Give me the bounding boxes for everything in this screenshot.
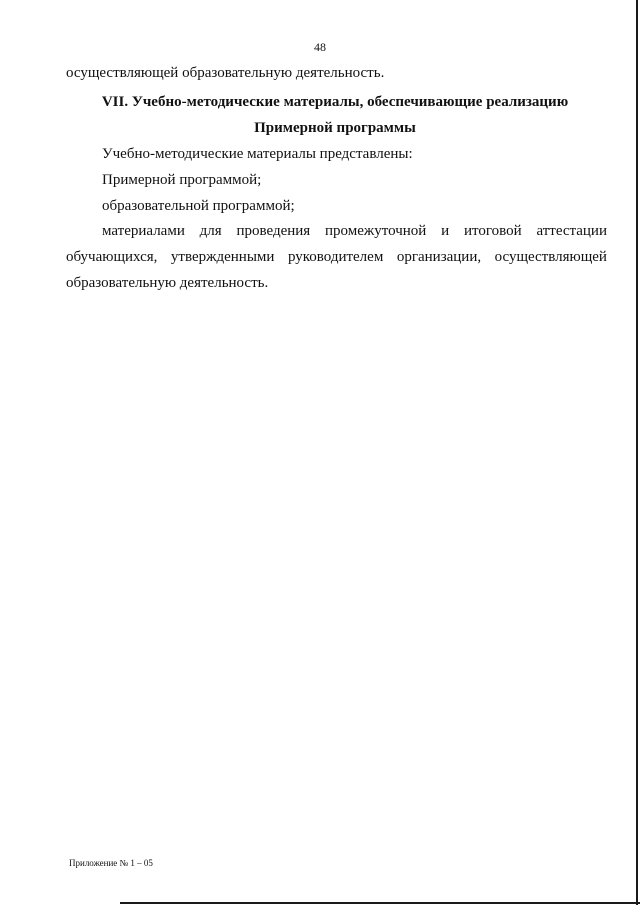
word: промежуточной (325, 223, 427, 239)
word: материалами (102, 223, 185, 239)
word: осуществляющей (494, 249, 607, 265)
page-number: 48 (314, 40, 326, 54)
word: руководителем (287, 249, 384, 265)
word: итоговой (463, 223, 522, 239)
word: проведения (236, 223, 311, 239)
list-item-materials-line-1 (102, 222, 607, 240)
word: организации, (396, 249, 482, 265)
word: обучающихся, (66, 249, 158, 265)
word: и (441, 223, 450, 239)
section-heading-line-1: VII. Учебно-методические материалы, обеспечивающие реализацию (101, 94, 569, 110)
footer-label: Приложение № 1 – 05 (69, 858, 153, 868)
word: для (199, 223, 222, 239)
page-edge-bottom (120, 902, 640, 904)
list-item-educational-program: образовательной программой; (102, 198, 295, 214)
word: утвержденными (170, 249, 275, 265)
list-item-materials-line-2 (66, 248, 607, 266)
continuation-line: осуществляющей образовательную деятельность. (66, 65, 385, 81)
list-item-sample-program: Примерной программой; (102, 172, 262, 188)
paragraph-intro: Учебно-методические материалы представлены: (102, 146, 413, 162)
list-item-materials-line-3: образовательную деятельность. (66, 275, 269, 291)
word: аттестации (536, 223, 607, 239)
section-heading-line-2: Примерной программы (254, 120, 416, 136)
